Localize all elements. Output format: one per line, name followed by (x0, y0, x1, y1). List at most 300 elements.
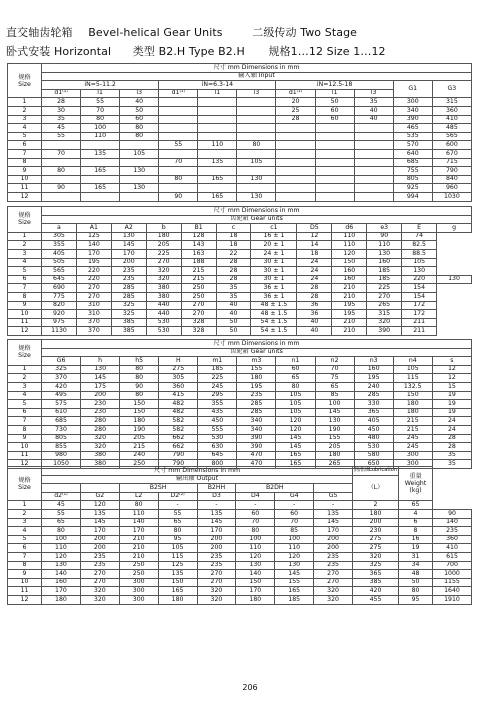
size-cell: 11 (8, 451, 42, 460)
table-cell: 205 (315, 443, 354, 452)
table-cell: 100 (42, 535, 81, 544)
table-row (8, 425, 472, 434)
table-cell: 110 (81, 132, 120, 141)
table-cell: 270 (181, 301, 216, 310)
table-cell: 855 (42, 443, 81, 452)
table-cell: 130 (42, 561, 81, 570)
table-row (8, 509, 472, 518)
table-row (8, 400, 472, 409)
table-cell: 165 (158, 587, 197, 596)
table-cell: 135 (314, 509, 353, 518)
column-header-row (8, 224, 472, 233)
table-cell: 90 (42, 184, 81, 193)
table-cell: 65 (42, 518, 81, 527)
table-cell (237, 115, 276, 124)
size-cell: 3 (8, 518, 42, 527)
table-cell: 270 (181, 310, 216, 319)
table-row (8, 167, 472, 176)
table-cell: 250 (119, 561, 158, 570)
table-cell: 210 (119, 544, 158, 553)
table-cell: 210 (119, 535, 158, 544)
col-header: c1 (251, 224, 297, 233)
table-cell: 80 (159, 175, 198, 184)
table-cell (198, 167, 237, 176)
table-cell: 130 (111, 232, 146, 241)
table-cell (237, 106, 276, 115)
table-cell: 405 (354, 417, 393, 426)
table-cell: 690 (42, 284, 77, 293)
table-cell (354, 132, 393, 141)
table-cell: 240 (120, 451, 159, 460)
table-cell: 80 (236, 527, 275, 536)
table-cell (237, 149, 276, 158)
table-cell: 80 (276, 382, 315, 391)
table-cell: 35 (432, 460, 471, 469)
size-cell: 8 (8, 158, 42, 167)
table-cell: 235 (237, 391, 276, 400)
table-cell: 30 ± 1 (251, 267, 297, 276)
col-header: n1 (276, 357, 315, 366)
col-header: c (216, 224, 251, 233)
table-row (8, 184, 472, 193)
table-cell: 20 (276, 98, 315, 107)
lubrication-header: 润滑油Lubrication (354, 467, 397, 474)
table-cell: 80 (119, 501, 158, 510)
table-cell: 320 (81, 443, 120, 452)
table-cell: 685 (393, 158, 432, 167)
table-cell: 2 (353, 501, 399, 510)
table-row (8, 518, 472, 527)
table-cell: 54 ± 1.5 (251, 318, 297, 327)
table-cell: 85 (275, 527, 314, 536)
table-cell: 75 (315, 374, 354, 383)
table-row (8, 374, 472, 383)
table-cell (42, 192, 81, 201)
table-cell: 125 (76, 232, 111, 241)
table-cell: 420 (42, 382, 81, 391)
table-cell: 60 (315, 106, 354, 115)
col-header: l3 (354, 89, 393, 98)
table-cell: 150 (393, 391, 432, 400)
table-cell: 165 (81, 184, 120, 193)
table-cell: 22 (216, 249, 251, 258)
table-cell: 65 (315, 382, 354, 391)
table-cell (237, 98, 276, 107)
table-cell: 90 (159, 192, 198, 201)
table-cell: 640 (393, 149, 432, 158)
table-cell: 535 (393, 132, 432, 141)
table-cell: 370 (76, 327, 111, 336)
table-cell: 28 (216, 267, 251, 276)
table-cell: 300 (393, 460, 432, 469)
table-cell: 235 (111, 267, 146, 276)
table-cell: 685 (42, 417, 81, 426)
table-cell: 800 (198, 460, 237, 469)
table-cell: 50 (216, 318, 251, 327)
title-en: Bevel-helical Gear Units (88, 26, 223, 39)
table-cell: 320 (146, 275, 181, 284)
table-cell: 195 (237, 382, 276, 391)
table-row (8, 570, 472, 579)
table-cell: 155 (237, 365, 276, 374)
table-cell: 160 (367, 258, 402, 267)
table-cell: 24 ± 1 (251, 249, 297, 258)
header-line-1 (6, 24, 373, 40)
table-cell: 36 ± 1 (251, 292, 297, 301)
table-cell: 450 (198, 417, 237, 426)
size-cell: 12 (8, 192, 42, 201)
table-row (8, 267, 472, 276)
col-header: n4 (393, 357, 432, 366)
table-cell: 12 (432, 374, 471, 383)
table-row (8, 318, 472, 327)
table-cell: 120 (276, 425, 315, 434)
table-row (8, 451, 472, 460)
col-header: A2 (111, 224, 146, 233)
col-header: l3 (120, 89, 159, 98)
table-cell: 380 (146, 284, 181, 293)
table-cell: 240 (354, 382, 393, 391)
table-cell (315, 158, 354, 167)
table-cell (276, 141, 315, 150)
blank-cell (80, 484, 119, 493)
table-cell: 12 (432, 365, 471, 374)
table-cell: 820 (42, 301, 77, 310)
table-cell: 250 (119, 570, 158, 579)
table-cell: 380 (146, 292, 181, 301)
table-cell (198, 115, 237, 124)
table-cell: 19 (432, 400, 471, 409)
table-cell: 80 (120, 124, 159, 133)
table-cell: 355 (42, 241, 77, 250)
size-cell: 12 (8, 460, 42, 469)
col-header: H (159, 357, 198, 366)
table-cell: 230 (353, 527, 399, 536)
table-row (8, 158, 472, 167)
size-header: 规格 Size (8, 467, 42, 501)
size-cell: 4 (8, 527, 42, 536)
table-cell: 155 (275, 578, 314, 587)
table-cell: 165 (276, 460, 315, 469)
table-cell (198, 124, 237, 133)
table-cell: 110 (275, 544, 314, 553)
table-cell (159, 106, 198, 115)
size-cell: 8 (8, 425, 42, 434)
table-cell: 315 (367, 310, 402, 319)
table-row (8, 115, 472, 124)
table-cell: 285 (111, 292, 146, 301)
table-cell: 355 (198, 400, 237, 409)
table-cell: 80 (42, 527, 81, 536)
table-cell: 185 (275, 595, 314, 604)
table-cell: 210 (332, 292, 367, 301)
table-cell: 65 (276, 374, 315, 383)
table-cell: 155 (315, 434, 354, 443)
table-cell: 130 (236, 561, 275, 570)
table-cell: 28 (42, 98, 81, 107)
table-cell: 320 (197, 595, 236, 604)
table-row (8, 587, 472, 596)
table-row (8, 98, 472, 107)
table-cell (354, 124, 393, 133)
table-cell: 920 (42, 310, 77, 319)
table-row (8, 382, 472, 391)
table-cell: 28 (216, 275, 251, 284)
table-cell (276, 132, 315, 141)
table-cell: 530 (146, 318, 181, 327)
table-cell (276, 167, 315, 176)
table-cell: 85 (315, 391, 354, 400)
table-cell: 410 (432, 115, 471, 124)
table-cell: 670 (432, 149, 471, 158)
table-cell: 28 (432, 434, 471, 443)
table-cell: 1155 (433, 578, 472, 587)
table-cell (159, 115, 198, 124)
table-cell: 60 (276, 365, 315, 374)
col-header: d2⁽¹⁾ (42, 492, 81, 501)
table-cell: 80 (120, 391, 159, 400)
table-cell: 450 (354, 425, 393, 434)
table-cell (198, 106, 237, 115)
table-cell (81, 141, 120, 150)
table-cell: 235 (314, 552, 353, 561)
table-cell: 300 (393, 98, 432, 107)
table-cell: 160 (332, 267, 367, 276)
col-header: h (81, 357, 120, 366)
table-cell: 140 (119, 518, 158, 527)
table-cell: 120 (236, 552, 275, 561)
table-cell: 24 (297, 258, 332, 267)
table-cell (198, 184, 237, 193)
table-cell: 50 (216, 327, 251, 336)
table-cell: 48 ± 1.5 (251, 301, 297, 310)
table-cell (198, 132, 237, 141)
table-cell: 135 (198, 158, 237, 167)
table-row (8, 192, 472, 201)
table-cell: 120 (42, 552, 81, 561)
table-cell: 128 (181, 232, 216, 241)
table-cell: 305 (42, 232, 77, 241)
size-cell: 6 (8, 141, 42, 150)
table-cell (237, 132, 276, 141)
table-cell: 315 (432, 98, 471, 107)
table-cell: 340 (393, 106, 432, 115)
table-cell: 570 (393, 141, 432, 150)
table-cell: 205 (120, 434, 159, 443)
table-cell: 130 (315, 417, 354, 426)
table-cell: 120 (276, 417, 315, 426)
table-cell: 300 (393, 451, 432, 460)
table-cell: 505 (42, 258, 77, 267)
table-cell: 55 (159, 141, 198, 150)
table-cell: 270 (76, 284, 111, 293)
table-row (8, 595, 472, 604)
ratio-group-2: iN=6.3-14 (159, 81, 276, 90)
table-cell (315, 175, 354, 184)
size-cell: 2 (8, 374, 42, 383)
table-cell: 170 (197, 527, 236, 536)
table-cell: 320 (197, 587, 236, 596)
table-cell: 195 (354, 374, 393, 383)
table-cell: 80 (158, 527, 197, 536)
table-cell: 265 (315, 460, 354, 469)
table-cell: 755 (393, 167, 432, 176)
table-cell: 530 (198, 434, 237, 443)
table-cell: 165 (81, 167, 120, 176)
table-cell (354, 184, 393, 193)
table-row (8, 561, 472, 570)
size-cell: 4 (8, 124, 42, 133)
table-cell: 565 (432, 132, 471, 141)
table-cell: 1000 (433, 570, 472, 579)
size-cell: 3 (8, 115, 42, 124)
table-cell: 30 (42, 106, 81, 115)
table-cell: 180 (236, 595, 275, 604)
table-cell: 220 (76, 275, 111, 284)
size-cell: 10 (8, 310, 42, 319)
table-cell: 110 (367, 241, 402, 250)
table-cell (315, 192, 354, 201)
table-cell: 105 (276, 400, 315, 409)
table-cell (354, 175, 393, 184)
table-cell: 235 (80, 552, 119, 561)
col-header: G4 (275, 492, 314, 501)
size-cell: 11 (8, 587, 42, 596)
table-cell: 975 (42, 318, 77, 327)
table-cell: 435 (198, 408, 237, 417)
table-cell: 14 (297, 241, 332, 250)
size-cell: 10 (8, 443, 42, 452)
table-cell (354, 192, 393, 201)
dimensions-title: 尺寸 mm Dimensions in mm (42, 340, 472, 349)
table-cell: 275 (159, 365, 198, 374)
page-number: 206 (242, 683, 258, 692)
table-cell: 580 (354, 451, 393, 460)
size-cell: 5 (8, 400, 42, 409)
table-cell: 495 (42, 391, 81, 400)
table-cell: 582 (159, 417, 198, 426)
table-cell: 925 (393, 184, 432, 193)
table-row (8, 552, 472, 561)
table-cell: 235 (111, 275, 146, 284)
size-cell: 10 (8, 175, 42, 184)
table-cell: 135 (80, 509, 119, 518)
table-cell: 205 (146, 241, 181, 250)
col-header: G5 (314, 492, 353, 501)
table-row (8, 132, 472, 141)
table-cell: 110 (42, 544, 81, 553)
table-cell: 790 (159, 451, 198, 460)
size-cell: 10 (8, 578, 42, 587)
output-group-title: 输出轴 Output (42, 475, 353, 484)
table-cell: 100 (315, 400, 354, 409)
table-cell (276, 124, 315, 133)
table-cell: 230 (81, 400, 120, 409)
table-cell (276, 184, 315, 193)
size-cell: 1 (8, 501, 42, 510)
table-cell: 410 (433, 544, 472, 553)
table-cell: 270 (314, 578, 353, 587)
table-cell: 365 (353, 570, 399, 579)
table-cell: 325 (111, 301, 146, 310)
subgroup-b2sh: B2SH (119, 484, 197, 493)
table-cell (237, 184, 276, 193)
table-cell: 235 (197, 561, 236, 570)
blank-cell (314, 484, 353, 493)
table-cell: 24 (297, 275, 332, 284)
table-cell: 211 (402, 327, 437, 336)
table-cell: 130 (275, 561, 314, 570)
col-header: G2 (80, 492, 119, 501)
size-cell: 4 (8, 391, 42, 400)
col-header: E (402, 224, 437, 233)
size-cell: 7 (8, 149, 42, 158)
table-cell: 320 (80, 595, 119, 604)
table-cell: 270 (367, 292, 402, 301)
table-cell: 40 (216, 301, 251, 310)
header-line-2 (6, 43, 402, 59)
table-cell: 18 (297, 249, 332, 258)
table-cell: 54 ± 1.5 (251, 327, 297, 336)
table-cell: 440 (146, 310, 181, 319)
table-cell: 185 (367, 267, 402, 276)
output-shaft-table (7, 466, 472, 605)
size-cell: 8 (8, 292, 42, 301)
table-cell: 775 (42, 292, 77, 301)
table-cell: 320 (314, 595, 353, 604)
table-cell: 575 (42, 400, 81, 409)
table-cell: 200 (353, 518, 399, 527)
table-cell: 275 (353, 544, 399, 553)
size-cell: 9 (8, 167, 42, 176)
table-row (8, 501, 472, 510)
table-cell: 65 (158, 518, 197, 527)
table-row (8, 365, 472, 374)
table-cell: 530 (354, 443, 393, 452)
table-cell (120, 192, 159, 201)
table-cell: 215 (120, 443, 159, 452)
table-cell: 465 (393, 124, 432, 133)
table-cell: 320 (367, 318, 402, 327)
table-cell: 24 (432, 417, 471, 426)
table-cell: 645 (42, 275, 77, 284)
table-cell: 265 (367, 301, 402, 310)
table-cell: 55 (42, 509, 81, 518)
table-cell: 60 (236, 509, 275, 518)
table-cell: 19 (432, 391, 471, 400)
col-header: n2 (315, 357, 354, 366)
gear-units-table-b (7, 339, 472, 469)
table-cell: 325 (353, 561, 399, 570)
table-row (8, 527, 472, 536)
table-cell: 960 (432, 184, 471, 193)
table-cell: 19 (432, 408, 471, 417)
table-cell: 170 (76, 249, 111, 258)
table-cell: 200 (197, 535, 236, 544)
col-header: l3 (237, 89, 276, 98)
col-header: D4 (236, 492, 275, 501)
table-cell: 225 (146, 249, 181, 258)
table-cell: 15 (432, 382, 471, 391)
table-cell: 328 (181, 318, 216, 327)
table-row (8, 284, 472, 293)
table-cell: 285 (237, 400, 276, 409)
table-cell: 840 (432, 175, 471, 184)
table-cell: 18 (216, 241, 251, 250)
table-cell: 105 (158, 544, 197, 553)
table-cell: 485 (432, 124, 471, 133)
table-cell: 70 (42, 149, 81, 158)
